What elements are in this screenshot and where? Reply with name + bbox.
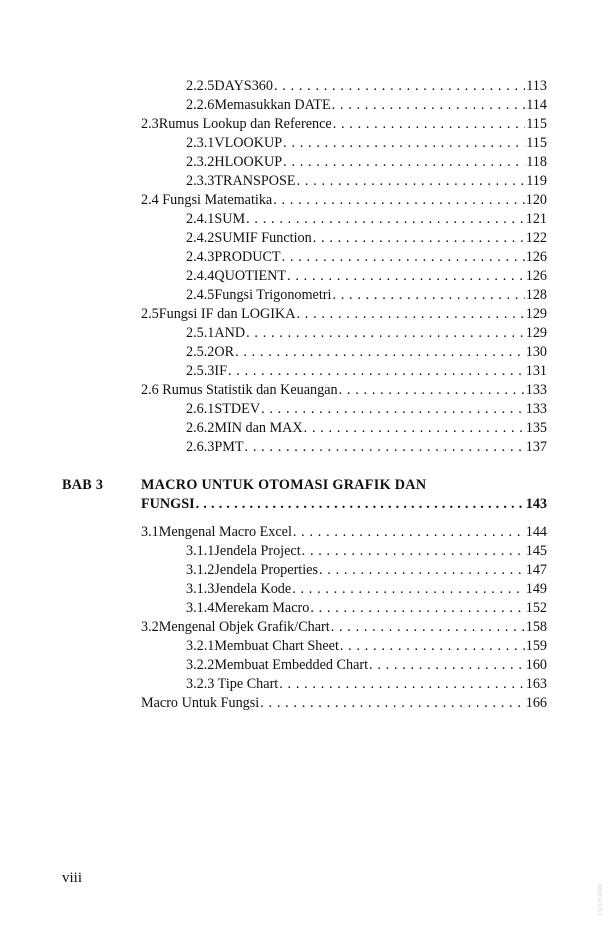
entry-title: Fungsi IF dan LOGIKA [158,306,296,322]
entry-number: 3.1.4 [186,600,215,616]
entry-title: Jendela Properties [214,562,318,578]
entry-page: 159 [525,638,547,654]
dot-leader [246,324,525,343]
dot-leader [260,694,524,713]
dot-leader [235,343,525,362]
entry-page: 129 [525,306,547,322]
entry-page: 114 [526,97,547,113]
entry-title: HLOOKUP [214,154,283,170]
entry-page: 118 [526,154,547,170]
entry-number: 2.5.2 [186,344,215,360]
dot-leader [332,96,526,115]
entry-page: 131 [525,363,547,379]
toc-entry[interactable] [186,362,547,381]
entry-number: 2.3.3 [186,173,215,189]
entry-page: 119 [526,173,547,189]
dot-leader [274,77,525,96]
dot-leader [293,523,525,542]
entry-number: 2.6.1 [186,401,215,417]
toc-entry[interactable] [186,580,547,599]
entry-title: QUOTIENT [214,268,287,284]
entry-title: 2.6 Rumus Statistik dan Keuangan [141,382,338,398]
dot-leader [261,400,525,419]
entry-page: 128 [525,287,547,303]
entry-page: 144 [525,524,547,540]
entry-page: 147 [525,562,547,578]
toc-entry[interactable] [186,134,547,153]
toc-entry[interactable] [141,115,547,134]
entry-number: 3.2.2 [186,657,215,673]
dot-leader [273,191,524,210]
entry-number: 2.4.3 [186,249,215,265]
dot-leader [196,495,525,514]
entry-title: Memasukkan DATE [214,97,331,113]
entry-page: 133 [525,401,547,417]
chapter-title-line2: FUNGSI [141,496,195,512]
entry-page: 122 [525,230,547,246]
dot-leader [333,115,526,134]
dot-leader [292,580,525,599]
entry-number: 2.4.2 [186,230,215,246]
toc-entry[interactable] [186,438,547,457]
toc-entry[interactable] [186,229,547,248]
dot-leader [339,381,525,400]
entry-title: Merekam Macro [214,600,310,616]
entry-number: 2.4.1 [186,211,215,227]
toc-entry[interactable] [186,248,547,267]
dot-leader [283,134,525,153]
entry-title: 3.2.3 Tipe Chart [186,676,279,692]
entry-title: TRANSPOSE [214,173,296,189]
dot-leader [332,286,524,305]
stamp-text: 1321/T/2009 [598,884,604,916]
entry-number: 2.3.2 [186,154,215,170]
entry-number: 2.4.4 [186,268,215,284]
entry-title: Jendela Kode [214,581,292,597]
entry-number: 2.5.1 [186,325,215,341]
toc-entry[interactable] [141,694,547,713]
entry-number: 3.1.1 [186,543,215,559]
entry-title: Mengenal Macro Excel [158,524,292,540]
toc-entry[interactable] [141,381,547,400]
toc-entry[interactable] [186,172,547,191]
entry-title: Macro Untuk Fungsi [141,695,260,711]
entry-number: 2.2.5 [186,78,215,94]
entry-page: 145 [525,543,547,559]
toc-entry[interactable] [186,542,547,561]
toc-entry[interactable] [186,153,547,172]
entry-number: 2.2.6 [186,97,215,113]
entry-number: 3.2 [141,619,159,635]
entry-page: 120 [525,192,547,208]
entry-page: 113 [526,78,547,94]
toc-entry[interactable] [141,191,547,210]
toc-entry[interactable] [186,96,547,115]
entry-number: 2.3.1 [186,135,215,151]
dot-leader [228,362,525,381]
dot-leader [245,438,525,457]
dot-leader [313,229,525,248]
entry-number: 2.6.3 [186,439,215,455]
dot-leader [369,656,525,675]
dot-leader [282,248,525,267]
toc-entry[interactable] [186,210,547,229]
entry-page: 115 [526,135,547,151]
library-stamp [596,880,606,920]
dot-leader [246,210,525,229]
entry-title: VLOOKUP [214,135,283,151]
toc-entry[interactable] [186,419,547,438]
dot-leader [302,542,525,561]
entry-title: DAYS360 [214,78,273,94]
dot-leader [340,637,525,656]
entry-title: Membuat Embedded Chart [214,657,369,673]
toc-entry[interactable] [186,637,547,656]
entry-number: 2.5 [141,306,159,322]
toc-entry[interactable] [141,305,547,324]
entry-page: 135 [525,420,547,436]
toc-entry[interactable] [186,324,547,343]
page-number: viii [62,870,83,886]
entry-title: PMT [214,439,244,455]
entry-page: 126 [525,268,547,284]
toc-entry[interactable] [186,561,547,580]
entry-title: Jendela Project [214,543,301,559]
entry-page: 126 [525,249,547,265]
entry-number: 2.5.3 [186,363,215,379]
entry-number: 3.2.1 [186,638,215,654]
entry-page: 129 [525,325,547,341]
entry-title: STDEV [214,401,261,417]
dot-leader [283,153,525,172]
entry-title: OR [214,344,235,360]
entry-page: 152 [525,600,547,616]
dot-leader [304,419,525,438]
entry-title: SUMIF Function [214,230,312,246]
toc-entry[interactable] [141,618,547,637]
toc-entry[interactable] [186,599,547,618]
chapter-page: 143 [525,496,547,512]
dot-leader [310,599,524,618]
entry-page: 163 [525,676,547,692]
entry-title: Fungsi Trigonometri [214,287,332,303]
chapter-label: BAB 3 [62,477,104,493]
entry-page: 115 [526,116,547,132]
dot-leader [287,267,525,286]
entry-number: 2.4.5 [186,287,215,303]
chapter-title-line1: MACRO UNTUK OTOMASI GRAFIK DAN [141,477,427,493]
toc-entry[interactable] [186,656,547,675]
entry-page: 166 [525,695,547,711]
entry-number: 3.1.3 [186,581,215,597]
entry-page: 158 [525,619,547,635]
entry-page: 130 [525,344,547,360]
entry-title: SUM [214,211,246,227]
toc-entry[interactable] [186,267,547,286]
entry-page: 137 [525,439,547,455]
entry-title: Rumus Lookup dan Reference [158,116,332,132]
entry-page: 149 [525,581,547,597]
dot-leader [331,618,525,637]
entry-title: IF [214,363,227,379]
dot-leader [279,675,524,694]
toc-entry[interactable] [186,675,547,694]
entry-page: 160 [525,657,547,673]
entry-title: PRODUCT [214,249,281,265]
dot-leader [319,561,525,580]
toc-entry[interactable] [141,523,547,542]
toc-entry-chapter[interactable] [141,495,547,514]
entry-number: 3.1 [141,524,159,540]
entry-number: 3.1.2 [186,562,215,578]
entry-title: MIN dan MAX [214,420,303,436]
entry-page: 133 [525,382,547,398]
dot-leader [297,172,526,191]
entry-number: 2.6.2 [186,420,215,436]
entry-number: 2.3 [141,116,159,132]
entry-title: Mengenal Objek Grafik/Chart [158,619,330,635]
toc-entry[interactable] [186,343,547,362]
entry-title: Membuat Chart Sheet [214,638,339,654]
toc-entry[interactable] [186,286,547,305]
toc-entry[interactable] [186,77,547,96]
toc-entry[interactable] [186,400,547,419]
dot-leader [296,305,524,324]
entry-title: 2.4 Fungsi Matematika [141,192,273,208]
entry-title: AND [214,325,246,341]
entry-page: 121 [525,211,547,227]
